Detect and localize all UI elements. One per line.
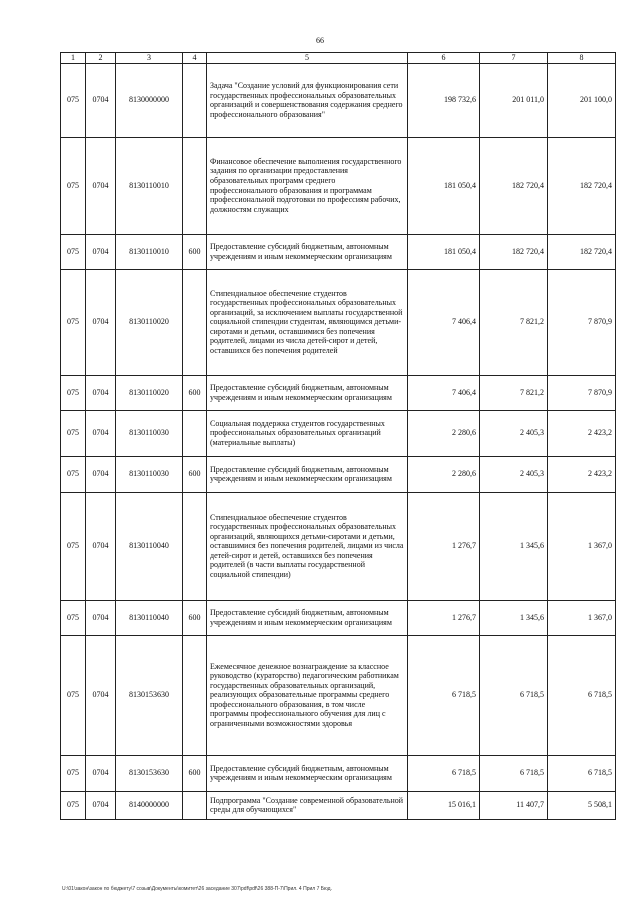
description-cell: Задача "Создание условий для функционирования сети государственных профессиональных образовательных организаций и совершенствования содержания среднего профессионального образования": [207, 63, 408, 137]
target-code-cell: 8130000000: [116, 63, 183, 137]
expense-type-cell: [183, 137, 207, 234]
description-cell: Ежемесячное денежное вознаграждение за классное руководство (кураторство) педагогическим работникам государственных образовательных организаций, реализующих образовательные программы среднего профессионального образования, в том числе программы профессионального обучения для лиц с ограниченными возможностями здоровья: [207, 635, 408, 755]
amount-cell: 181 050,4: [408, 234, 480, 269]
admin-code-cell: 075: [61, 269, 86, 375]
table-row: [61, 269, 616, 375]
expense-type-cell: 600: [183, 755, 207, 791]
expense-type-cell: [183, 492, 207, 600]
target-code-cell: 8130153630: [116, 635, 183, 755]
amount-cell: 6 718,5: [408, 635, 480, 755]
table-row: [61, 375, 616, 410]
amount-cell: 6 718,5: [548, 635, 616, 755]
section-code-cell: 0704: [86, 269, 116, 375]
amount-cell: 1 345,6: [480, 492, 548, 600]
column-header: 1: [61, 53, 86, 64]
amount-cell: 2 423,2: [548, 456, 616, 492]
amount-cell: 182 720,4: [480, 234, 548, 269]
amount-cell: 2 405,3: [480, 456, 548, 492]
table-row: [61, 791, 616, 819]
expense-type-cell: [183, 269, 207, 375]
target-code-cell: 8140000000: [116, 791, 183, 819]
table-row: [61, 234, 616, 269]
description-cell: Социальная поддержка студентов государственных профессиональных образовательных организаций (материальные выплаты): [207, 410, 408, 456]
description-cell: Предоставление субсидий бюджетным, автономным учреждениям и иным некоммерческим организациям: [207, 456, 408, 492]
section-code-cell: 0704: [86, 410, 116, 456]
amount-cell: 7 406,4: [408, 269, 480, 375]
amount-cell: 201 011,0: [480, 63, 548, 137]
expense-type-cell: [183, 63, 207, 137]
description-cell: Предоставление субсидий бюджетным, автономным учреждениям и иным некоммерческим организациям: [207, 755, 408, 791]
admin-code-cell: 075: [61, 492, 86, 600]
table-row: [61, 410, 616, 456]
admin-code-cell: 075: [61, 234, 86, 269]
section-code-cell: 0704: [86, 234, 116, 269]
description-cell: Предоставление субсидий бюджетным, автономным учреждениям и иным некоммерческим организациям: [207, 600, 408, 635]
admin-code-cell: 075: [61, 375, 86, 410]
amount-cell: 6 718,5: [408, 755, 480, 791]
description-cell: Стипендиальное обеспечение студентов государственных профессиональных образовательных организаций, за исключением выплаты государственной социальной стипендии студентам, являющимся детьми-сиротами и детьми, оставшимися без попечения родителей, лицами из числа детей-сирот и детей, оставшихся без попечения родителей: [207, 269, 408, 375]
amount-cell: 6 718,5: [480, 755, 548, 791]
section-code-cell: 0704: [86, 635, 116, 755]
description-cell: Стипендиальное обеспечение студентов государственных профессиональных образовательных организаций, являющихся детьми-сиротами и детьми, оставшимися без попечения родителей, лицами из числа детей-сирот и детей, оставшихся без попечения родителей (в части выплаты государственной социальной стипендии): [207, 492, 408, 600]
section-code-cell: 0704: [86, 600, 116, 635]
amount-cell: 6 718,5: [480, 635, 548, 755]
amount-cell: 5 508,1: [548, 791, 616, 819]
column-header: 8: [548, 53, 616, 64]
table-row: [61, 492, 616, 600]
section-code-cell: 0704: [86, 456, 116, 492]
expense-type-cell: [183, 635, 207, 755]
description-cell: Подпрограмма "Создание современной образовательной среды для обучающихся": [207, 791, 408, 819]
page-number: 66: [316, 36, 324, 45]
amount-cell: 198 732,6: [408, 63, 480, 137]
budget-table: [60, 52, 616, 820]
expense-type-cell: 600: [183, 456, 207, 492]
amount-cell: 15 016,1: [408, 791, 480, 819]
amount-cell: 2 405,3: [480, 410, 548, 456]
admin-code-cell: 075: [61, 456, 86, 492]
admin-code-cell: 075: [61, 755, 86, 791]
admin-code-cell: 075: [61, 791, 86, 819]
column-header: 7: [480, 53, 548, 64]
expense-type-cell: 600: [183, 600, 207, 635]
amount-cell: 1 276,7: [408, 492, 480, 600]
amount-cell: 6 718,5: [548, 755, 616, 791]
table-row: [61, 635, 616, 755]
table-row: [61, 137, 616, 234]
amount-cell: 1 276,7: [408, 600, 480, 635]
header-row: [61, 53, 616, 64]
amount-cell: 182 720,4: [548, 234, 616, 269]
amount-cell: 1 345,6: [480, 600, 548, 635]
table-row: [61, 755, 616, 791]
admin-code-cell: 075: [61, 600, 86, 635]
section-code-cell: 0704: [86, 137, 116, 234]
target-code-cell: 8130110030: [116, 456, 183, 492]
admin-code-cell: 075: [61, 137, 86, 234]
amount-cell: 11 407,7: [480, 791, 548, 819]
description-cell: Финансовое обеспечение выполнения государственного задания по организации предоставления образовательных программ среднего профессионального образования и программам профессиональной подготовки по профессиям рабочих, должностям служащих: [207, 137, 408, 234]
amount-cell: 7 406,4: [408, 375, 480, 410]
section-code-cell: 0704: [86, 791, 116, 819]
amount-cell: 7 870,9: [548, 375, 616, 410]
section-code-cell: 0704: [86, 375, 116, 410]
admin-code-cell: 075: [61, 635, 86, 755]
amount-cell: 7 821,2: [480, 375, 548, 410]
expense-type-cell: 600: [183, 375, 207, 410]
amount-cell: 182 720,4: [548, 137, 616, 234]
amount-cell: 2 423,2: [548, 410, 616, 456]
target-code-cell: 8130110010: [116, 137, 183, 234]
target-code-cell: 8130153630: [116, 755, 183, 791]
column-header: 6: [408, 53, 480, 64]
amount-cell: 2 280,6: [408, 410, 480, 456]
admin-code-cell: 075: [61, 63, 86, 137]
expense-type-cell: [183, 791, 207, 819]
table-row: [61, 456, 616, 492]
table-row: [61, 600, 616, 635]
description-cell: Предоставление субсидий бюджетным, автономным учреждениям и иным некоммерческим организациям: [207, 234, 408, 269]
amount-cell: 1 367,0: [548, 600, 616, 635]
expense-type-cell: [183, 410, 207, 456]
amount-cell: 182 720,4: [480, 137, 548, 234]
admin-code-cell: 075: [61, 410, 86, 456]
section-code-cell: 0704: [86, 63, 116, 137]
section-code-cell: 0704: [86, 492, 116, 600]
section-code-cell: 0704: [86, 755, 116, 791]
amount-cell: 7 821,2: [480, 269, 548, 375]
column-header: 2: [86, 53, 116, 64]
amount-cell: 2 280,6: [408, 456, 480, 492]
column-header: 5: [207, 53, 408, 64]
column-header: 4: [183, 53, 207, 64]
column-header: 3: [116, 53, 183, 64]
target-code-cell: 8130110030: [116, 410, 183, 456]
table-header: [61, 53, 616, 64]
target-code-cell: 8130110040: [116, 492, 183, 600]
expense-type-cell: 600: [183, 234, 207, 269]
table-row: [61, 63, 616, 137]
amount-cell: 7 870,9: [548, 269, 616, 375]
amount-cell: 201 100,0: [548, 63, 616, 137]
target-code-cell: 8130110040: [116, 600, 183, 635]
target-code-cell: 8130110020: [116, 375, 183, 410]
target-code-cell: 8130110010: [116, 234, 183, 269]
footer-file-path: U:\01\закон\закон по бюджету\7 созыв\Документы\комитет\26 заседание 307\pdf\pdf\26 388-П-7\Прил. 4 Прил 7 Бюд.: [62, 886, 332, 892]
target-code-cell: 8130110020: [116, 269, 183, 375]
amount-cell: 181 050,4: [408, 137, 480, 234]
amount-cell: 1 367,0: [548, 492, 616, 600]
description-cell: Предоставление субсидий бюджетным, автономным учреждениям и иным некоммерческим организациям: [207, 375, 408, 410]
